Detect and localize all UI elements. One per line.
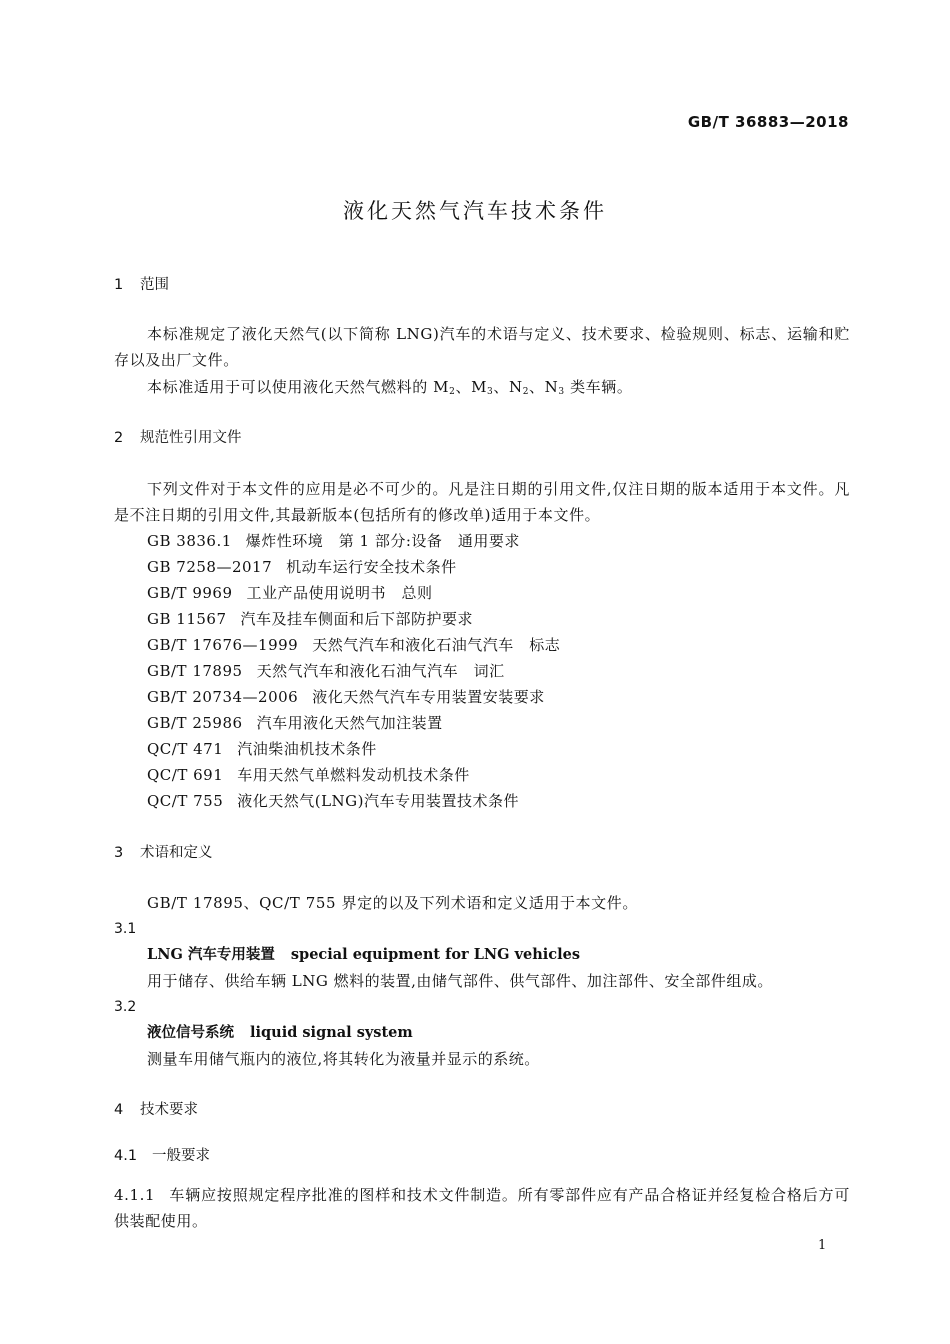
reference-title: 汽车用液化天然气加注装置 bbox=[256, 714, 443, 732]
term-number: 3.2 bbox=[114, 999, 137, 1015]
vehicle-category-sub: 2 bbox=[449, 387, 456, 397]
scope-paragraph-1: 本标准规定了液化天然气(以下简称 LNG)汽车的术语与定义、技术要求、检验规则、标志、运输和贮存以及出厂文件。 bbox=[114, 325, 850, 369]
reference-title: 液化天然气汽车专用装置安装要求 bbox=[312, 688, 545, 706]
reference-code: GB 7258—2017 bbox=[147, 558, 273, 576]
section-number: 2 bbox=[114, 430, 124, 446]
reference-title: 汽车及挂车侧面和后下部防护要求 bbox=[240, 610, 474, 628]
vehicle-category: N bbox=[508, 378, 523, 396]
reference-code: GB 11567 bbox=[147, 610, 227, 628]
vehicle-category: M bbox=[433, 378, 450, 396]
reference-code: GB/T 25986 bbox=[147, 714, 243, 732]
reference-title: 车用天然气单燃料发动机技术条件 bbox=[237, 766, 470, 784]
reference-code: GB/T 9969 bbox=[147, 584, 233, 602]
reference-item bbox=[147, 528, 850, 554]
separator: 、 bbox=[529, 378, 545, 396]
term-name-zh: LNG 汽车专用装置 bbox=[147, 946, 275, 963]
subsection-number: 4.1 bbox=[114, 1148, 138, 1164]
separator: 、 bbox=[493, 378, 509, 396]
section-title: 术语和定义 bbox=[140, 845, 213, 861]
term-name bbox=[147, 1020, 850, 1046]
reference-item bbox=[147, 580, 850, 606]
terms-intro: GB/T 17895、QC/T 755 界定的以及下列术语和定义适用于本文件。 bbox=[147, 894, 638, 912]
section-title: 范围 bbox=[140, 277, 169, 293]
reference-title: 工业产品使用说明书 总则 bbox=[246, 584, 433, 602]
reference-item bbox=[147, 710, 850, 736]
reference-title: 汽油柴油机技术条件 bbox=[237, 740, 377, 758]
vehicle-category-sub: 3 bbox=[558, 387, 565, 397]
document-title: 液化天然气汽车技术条件 bbox=[343, 199, 607, 223]
reference-title: 机动车运行安全技术条件 bbox=[286, 558, 457, 576]
reference-item bbox=[147, 658, 850, 684]
clause-4-1-1 bbox=[114, 1182, 850, 1234]
scope-paragraph-2 bbox=[114, 374, 850, 405]
term-definition: 用于储存、供给车辆 LNG 燃料的装置,由储气部件、供气部件、加注部件、安全部件组成。 bbox=[147, 972, 773, 990]
reference-title: 天然气汽车和液化石油气汽车 词汇 bbox=[256, 662, 505, 680]
section-title: 技术要求 bbox=[140, 1102, 198, 1118]
vehicle-category-sub: 2 bbox=[522, 387, 530, 397]
reference-item bbox=[147, 632, 850, 658]
reference-item bbox=[147, 606, 850, 632]
section-title: 规范性引用文件 bbox=[140, 430, 242, 446]
term-name-zh: 液位信号系统 bbox=[147, 1024, 234, 1041]
subsection-title: 一般要求 bbox=[152, 1148, 210, 1164]
term-name-en: liquid signal system bbox=[250, 1024, 413, 1041]
reference-item bbox=[147, 736, 850, 762]
scope-text: 类车辆。 bbox=[564, 378, 633, 396]
reference-code: QC/T 755 bbox=[147, 792, 224, 810]
reference-code: GB 3836.1 bbox=[147, 532, 232, 550]
reference-code: GB/T 17895 bbox=[147, 662, 243, 680]
section-1-heading bbox=[114, 272, 850, 298]
reference-title: 液化天然气(LNG)汽车专用装置技术条件 bbox=[237, 792, 520, 810]
section-2-heading bbox=[114, 425, 850, 451]
section-4-heading bbox=[114, 1097, 850, 1123]
term-number: 3.1 bbox=[114, 921, 137, 937]
subsection-4-1-heading bbox=[114, 1143, 850, 1169]
clause-number: 4.1.1 bbox=[114, 1186, 156, 1204]
reference-title: 天然气汽车和液化石油气汽车 标志 bbox=[312, 636, 561, 654]
reference-item bbox=[147, 762, 850, 788]
term-definition: 测量车用储气瓶内的液位,将其转化为液量并显示的系统。 bbox=[147, 1050, 540, 1068]
page-number: 1 bbox=[818, 1238, 827, 1253]
reference-item bbox=[147, 788, 850, 814]
reference-item bbox=[147, 554, 850, 580]
reference-code: GB/T 17676—1999 bbox=[147, 636, 299, 654]
reference-code: GB/T 20734—2006 bbox=[147, 688, 299, 706]
term-name-en: special equipment for LNG vehicles bbox=[290, 946, 581, 963]
vehicle-category-sub: 3 bbox=[487, 387, 494, 397]
reference-title: 爆炸性环境 第 1 部分:设备 通用要求 bbox=[245, 532, 520, 550]
section-number: 4 bbox=[114, 1102, 124, 1118]
reference-code: QC/T 691 bbox=[147, 766, 224, 784]
clause-text: 车辆应按照规定程序批准的图样和技术文件制造。所有零部件应有产品合格证并经复检合格后方可供装配使用。 bbox=[114, 1186, 850, 1230]
section-number: 3 bbox=[114, 845, 124, 861]
section-number: 1 bbox=[114, 277, 124, 293]
reference-code: QC/T 471 bbox=[147, 740, 224, 758]
standard-code: GB/T 36883—2018 bbox=[687, 113, 849, 131]
references-intro: 下列文件对于本文件的应用是必不可少的。凡是注日期的引用文件,仅注日期的版本适用于本文件。凡是不注日期的引用文件,其最新版本(包括所有的修改单)适用于本文件。 bbox=[114, 480, 850, 524]
vehicle-category: N bbox=[544, 378, 559, 396]
scope-text: 本标准适用于可以使用液化天然气燃料的 bbox=[147, 378, 434, 396]
separator: 、 bbox=[455, 378, 472, 396]
reference-item bbox=[147, 684, 850, 710]
vehicle-category: M bbox=[471, 378, 488, 396]
term-name bbox=[147, 942, 850, 968]
section-3-heading bbox=[114, 840, 850, 866]
